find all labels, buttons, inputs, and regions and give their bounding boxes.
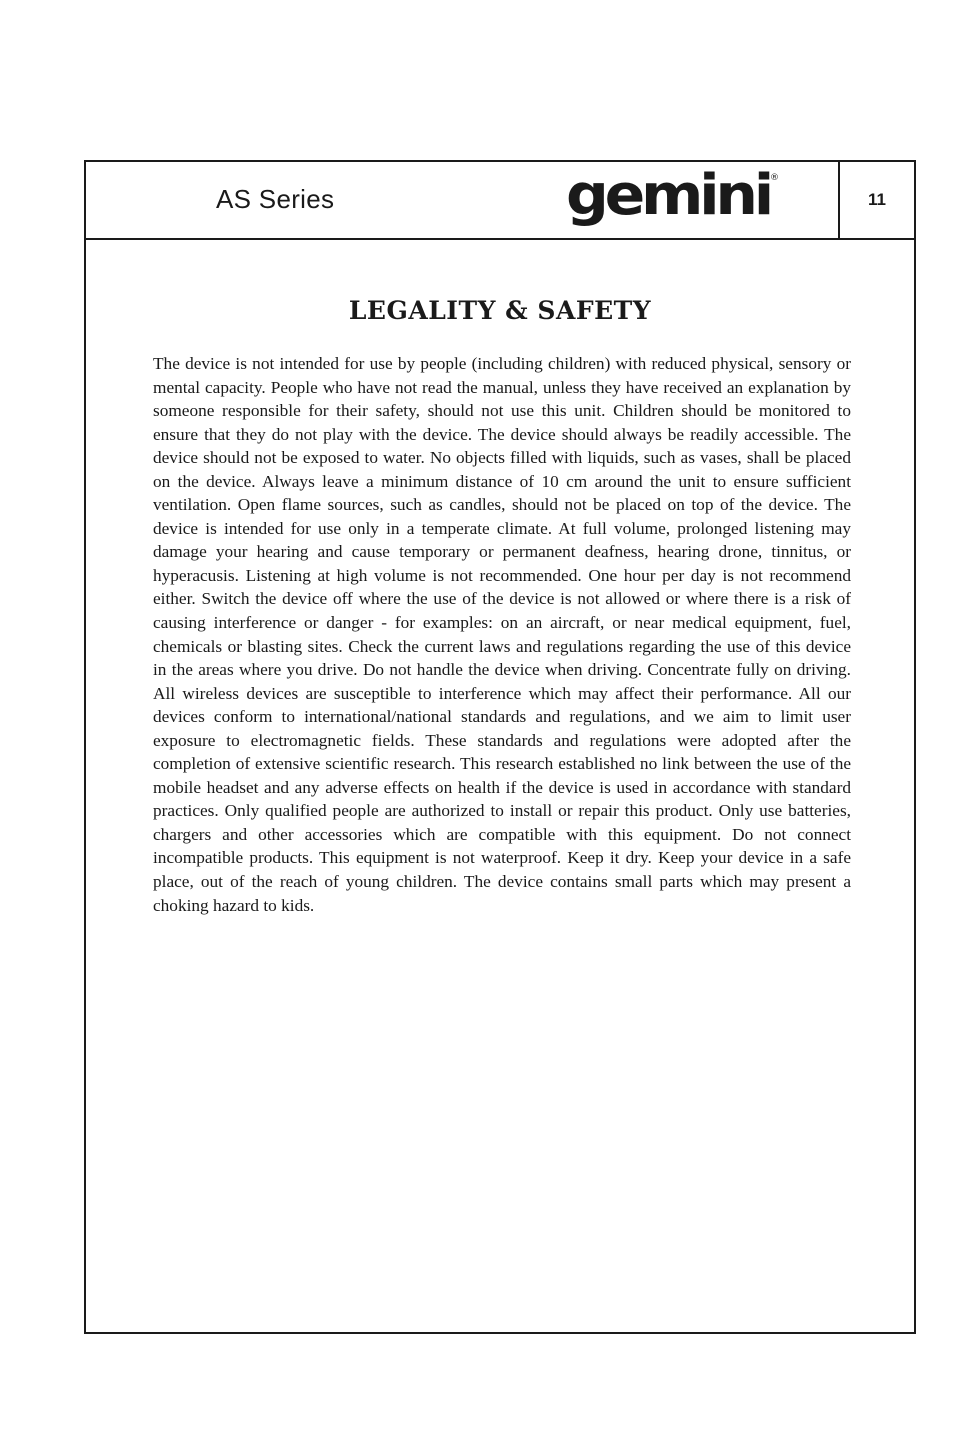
gemini-logo bbox=[566, 170, 782, 234]
section-heading: LEGALITY & SAFETY bbox=[348, 296, 652, 325]
page-number: 11 bbox=[868, 190, 886, 209]
safety-body-text: The device is not intended for use by people (including children) with reduced physical, sensory or mental capacity. People who have not read the manual, unless they have received an explanation by someone responsible for their safety, should not use this unit. Children should be monitored to ensure that they do not play with the device. The device should always be readily accessible. The device should not be exposed to water. No objects filled with liquids, such as vases, shall be placed on the device. Always leave a minimum distance of 10 cm around the unit to ensure sufficient ventilation. Open flame sources, such as candles, should not be placed on top of the device. The device is intended for use only in a temperate climate. At full volume, prolonged listening may damage your hearing and cause temporary or permanent deafness, hearing drone, tinnitus, or hyperacusis. Listening at high volume is not recommended. One hour per day is not recommend either. Switch the device off where the use of the device is not allowed or where there is a risk of causing interference or danger - for examples: on an aircraft, or near medical equipment, fuel, chemicals or blasting sites. Check the current laws and regulations regarding the use of this device in the areas where you drive. Do not handle the device when driving. Concentrate fully on driving. All wireless devices are susceptible to interference which may affect their performance. All our devices conform to international/national standards and regulations, and we aim to limit user exposure to electromagnetic fields. These standards and regulations were adopted after the completion of extensive scientific research. This research established no link between the use of the mobile headset and any adverse effects on health if the device is used in accordance with standard practices. Only qualified people are authorized to install or repair this product. Only use batteries, chargers and other accessories which are compatible with this equipment. Do not connect incompatible products. This equipment is not waterproof. Keep it dry. Keep your device in a safe place, out of the reach of young children. The device contains small parts which may present a choking hazard to kids. bbox=[153, 354, 851, 915]
registered-mark: ® bbox=[770, 173, 779, 183]
series-title: AS Series bbox=[216, 184, 335, 214]
page-number-box bbox=[838, 162, 914, 238]
page-frame bbox=[84, 160, 916, 1334]
logo-wordmark: gemini bbox=[566, 170, 770, 228]
page-header bbox=[86, 162, 914, 240]
